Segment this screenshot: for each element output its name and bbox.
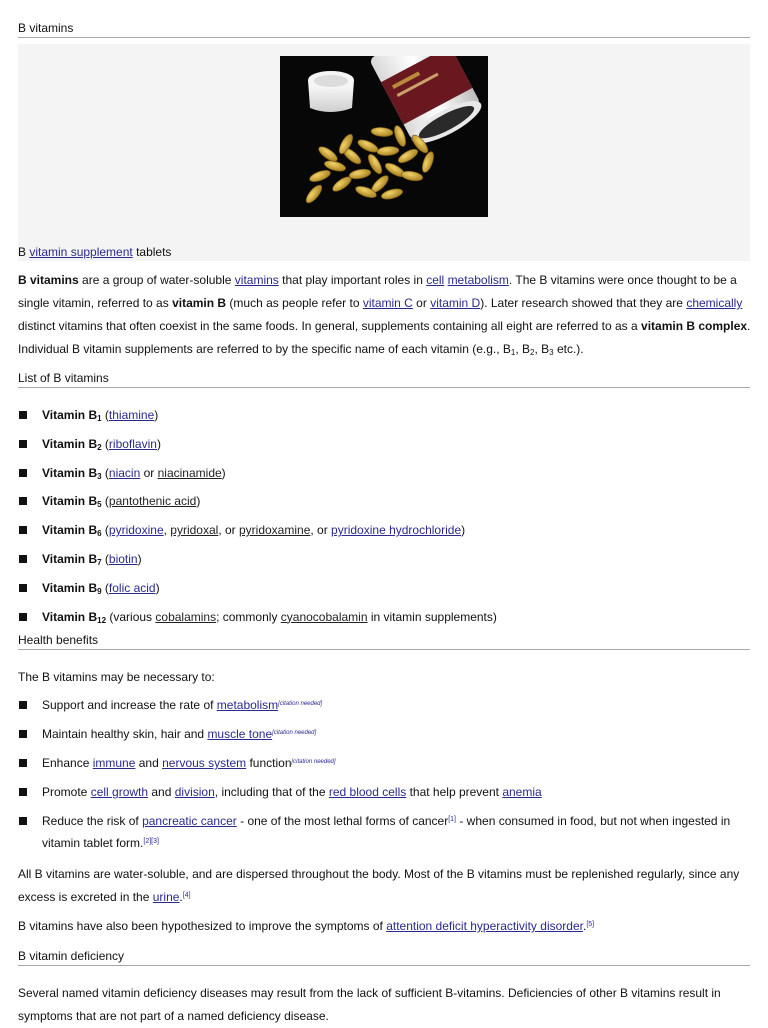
section-title: List of B vitamins (18, 371, 109, 385)
bullet-icon (19, 469, 27, 477)
text: ( (101, 436, 109, 451)
text: The B vitamins may be necessary to: (18, 670, 215, 684)
list-item (18, 437, 758, 466)
text: , B (534, 342, 550, 356)
urine-link[interactable]: urine (152, 890, 180, 904)
caption-text: B (18, 245, 30, 259)
citation-needed-link[interactable]: [citation needed] (278, 701, 323, 707)
text: distinct vitamins that often coexist in the same foods. In general, supplements containing all eight are referred to as a (18, 319, 642, 333)
list-item (18, 552, 758, 581)
subscript: 1 (510, 348, 516, 357)
bullet-icon (19, 730, 27, 738)
vitamin-name: Vitamin $B_{12}$ (42, 609, 107, 625)
text: ( (101, 551, 109, 566)
health-intro (18, 666, 754, 689)
pyridoxine-link[interactable]: pyridoxine (108, 523, 164, 538)
section-title: B vitamin deficiency (18, 949, 125, 963)
vitamin-name: Vitamin $B_2$ (42, 436, 102, 452)
niacinamide-link[interactable]: niacinamide (157, 465, 222, 480)
metabolism-link[interactable]: metabolism (216, 698, 279, 712)
term-vitamin-b: vitamin B (172, 296, 227, 310)
text: ). Later research showed that they are (480, 296, 687, 310)
bullet-icon (19, 817, 27, 825)
text: - when consumed in food, but not when ingested in vitamin tablet form. (42, 814, 731, 850)
text: , or (310, 523, 332, 538)
deficiency-paragraph (18, 982, 754, 1028)
text: . (179, 890, 183, 904)
text: Enhance (42, 756, 93, 770)
text: Maintain healthy skin, hair and (42, 727, 208, 741)
vitamin-name: Vitamin $B_6$ (42, 523, 102, 539)
text: ( (101, 408, 109, 422)
text: ( (101, 465, 109, 480)
text: , including that of the (214, 785, 329, 799)
text: Support and increase the rate of (42, 698, 217, 712)
text: or (140, 465, 158, 480)
section-heading-health (18, 634, 750, 650)
text: that help prevent (406, 785, 503, 799)
text: in vitamin supplements) (367, 609, 497, 624)
text: , B (515, 342, 531, 356)
text: ) (461, 523, 466, 538)
health-benefits-list (18, 694, 758, 854)
text: . (582, 919, 587, 933)
list-item (18, 408, 758, 437)
text: ( (101, 494, 109, 509)
list-item (18, 494, 758, 523)
text: . Individual B vitamin supplements are referred to by the specific name of each vitamin (e.g., B (18, 319, 751, 356)
reference-link[interactable]: [5] (586, 921, 595, 928)
niacin-link[interactable]: niacin (108, 465, 141, 480)
section-title: B vitamins (18, 21, 74, 35)
text: function (246, 756, 292, 770)
vitamin-c-link[interactable]: vitamin C (362, 296, 413, 310)
reference-link[interactable]: [4] (182, 892, 191, 899)
text: ) (137, 551, 142, 566)
vitamin-name: Vitamin $B_1$ (42, 408, 102, 423)
vitamin-d-link[interactable]: vitamin D (430, 296, 481, 310)
bullet-icon (19, 613, 27, 621)
term-vitamin-b-complex: vitamin B complex (641, 319, 748, 333)
chemically-link[interactable]: chemically (686, 296, 743, 310)
cyanocobalamin-link[interactable]: cyanocobalamin (280, 609, 368, 624)
division-link[interactable]: division (174, 785, 215, 799)
reference-link[interactable]: [2][3] (143, 838, 159, 845)
list-item (18, 581, 758, 610)
citation-needed-link[interactable]: [citation needed] (272, 730, 317, 736)
text: , (163, 523, 171, 538)
bullet-icon (19, 759, 27, 767)
text: ) (155, 580, 160, 595)
list-item (18, 523, 758, 552)
bullet-icon (19, 411, 27, 419)
bullet-icon (19, 584, 27, 592)
list-item (18, 723, 758, 752)
section-heading-list (18, 372, 750, 388)
text: ( (101, 523, 109, 538)
list-item (18, 810, 758, 854)
water-soluble-paragraph (18, 863, 754, 909)
bullet-icon (19, 497, 27, 505)
text: Promote (42, 785, 91, 799)
pyridoxal-link[interactable]: pyridoxal (170, 523, 219, 538)
figure (18, 44, 750, 261)
vitamin-name: Vitamin $B_7$ (42, 551, 102, 567)
text: (much as people refer to (226, 296, 363, 310)
bullet-icon (19, 788, 27, 796)
text: B vitamins have also been hypothesized to improve the symptoms of (18, 919, 387, 933)
bullet-icon (19, 440, 27, 448)
vitamin-supplement-link[interactable]: vitamin supplement (29, 245, 133, 259)
text: Several named vitamin deficiency diseases may result from the lack of sufficient B-vitamins. Deficiencies of other B vitamins result in symptoms that are not part of a named deficiency disease. (18, 986, 721, 1023)
text: ( (101, 580, 109, 595)
nervous-system-link[interactable]: nervous system (162, 756, 247, 770)
anemia-link[interactable]: anemia (502, 785, 542, 799)
text: All B vitamins are water-soluble, and are dispersed throughout the body. Most of the B vitamins must be replenished regularly, since any excess is excreted in the (18, 867, 740, 904)
text: that play important roles in (278, 273, 427, 287)
muscle-tone-link[interactable]: muscle tone (207, 727, 273, 741)
adhd-link[interactable]: attention deficit hyperactivity disorder (386, 919, 583, 933)
text: , or (218, 523, 239, 538)
bullet-icon (19, 526, 27, 534)
vitamin-name: Vitamin $B_9$ (42, 580, 102, 596)
text: and (135, 756, 163, 770)
citation-needed-link[interactable]: [citation needed] (291, 759, 336, 765)
pantothenic-acid-link[interactable]: pantothenic acid (108, 494, 197, 509)
adhd-paragraph (18, 915, 754, 938)
bullet-icon (19, 701, 27, 709)
vitamin-name: Vitamin $B_5$ (42, 494, 102, 510)
cell-link[interactable]: cell (426, 273, 445, 287)
subscript: 2 (530, 348, 535, 357)
section-heading-b-vitamins (18, 22, 750, 38)
vitamins-link[interactable]: vitamins (234, 273, 279, 287)
list-item (18, 694, 758, 723)
bullet-icon (19, 555, 27, 563)
riboflavin-link[interactable]: riboflavin (108, 436, 157, 451)
caption-text: tablets (132, 245, 172, 259)
text: - one of the most lethal forms of cancer (236, 814, 449, 828)
text: ) (156, 436, 161, 451)
thiamine-link[interactable]: thiamine (108, 408, 155, 422)
text: Reduce the risk of (42, 814, 143, 828)
text: ; commonly (216, 609, 281, 624)
text: etc.). (553, 342, 584, 356)
term-b-vitamins: B vitamins (18, 273, 79, 287)
vitamin-name: Vitamin $B_3$ (42, 465, 102, 481)
text: are a group of water-soluble (78, 273, 235, 287)
folic-acid-link[interactable]: folic acid (108, 580, 156, 595)
vitamin-tablets-illustration (280, 56, 488, 217)
section-title: Health benefits (18, 633, 99, 647)
figure-caption (18, 245, 171, 259)
text: . The B vitamins were once thought to be a single vitamin, referred to as (18, 273, 737, 310)
metabolism-link[interactable]: metabolism (447, 273, 509, 287)
list-item (18, 781, 758, 810)
text: ) (221, 465, 226, 480)
pyridoxamine-link[interactable]: pyridoxamine (239, 523, 311, 538)
vitamin-tablets-photo (280, 56, 488, 217)
text: ) (196, 494, 201, 509)
cobalamins-link[interactable]: cobalamins (155, 609, 217, 624)
pancreatic-cancer-link[interactable]: pancreatic cancer (142, 814, 237, 828)
text: or (412, 296, 431, 310)
reference-link[interactable]: [1] (448, 816, 457, 823)
list-item (18, 466, 758, 495)
text: and (148, 785, 175, 799)
immune-link[interactable]: immune (92, 756, 136, 770)
section-heading-deficiency (18, 950, 750, 966)
pyridoxine-hydrochloride-link[interactable]: pyridoxine hydrochloride (331, 523, 462, 538)
text: (various (106, 609, 156, 624)
subscript: 3 (549, 348, 554, 357)
vitamin-list (18, 408, 758, 638)
text: ) (154, 408, 159, 422)
red-blood-cells-link[interactable]: red blood cells (328, 785, 407, 799)
cell-growth-link[interactable]: cell growth (90, 785, 149, 799)
biotin-link[interactable]: biotin (108, 551, 138, 566)
intro-paragraph (18, 269, 754, 361)
list-item (18, 752, 758, 781)
